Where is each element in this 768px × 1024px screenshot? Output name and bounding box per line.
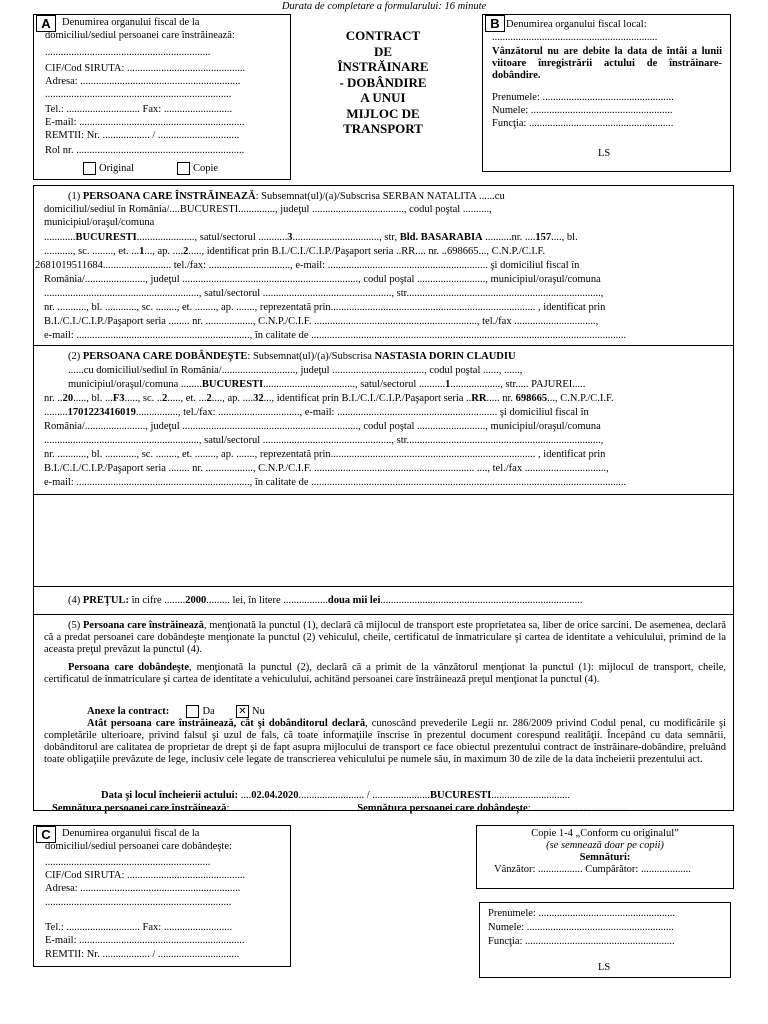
section2-line3: municipiul/oraşul/comuna ........BUCURESTI..................................., satul/sectorul ..........1..................., str..... PAJUREI..... (68, 379, 586, 390)
section1-line2: domiciliul/sediul în România/....BUCURESTI.............., judeţul ..................................., codul poştal .........., (44, 204, 492, 215)
section1-line6: 2681019511684.......................... tel./fax: ..............................., e-mail: ............................................................. şi domiciliul fiscal în (35, 260, 580, 271)
section2-line5: .........1701223416019................, tel./fax: ..............................., e-mail: ............................................................. şi domiciliul fiscal în (44, 407, 589, 418)
box-d-prenume-field[interactable]: Prenumele: .................................................... (488, 908, 675, 919)
section1-line8: ..........................................................., satul/sectorul ................................................., str.........................................................................., (44, 288, 604, 299)
buyer-signature-label: Semnătura persoanei care dobândeşte (357, 803, 528, 814)
section5-buyer-declaration: Persoana care dobândeşte, menţionată la punctul (2), declară că a primit de la vânzătorul menţionat la punctul (1): mijlocul de transport, cheile, certificatul de înmatriculare şi cartea de identitate a vehiculului, achitând persoanei care înstrăinează preţul menţionat la punctul (4). (44, 662, 726, 685)
section1-line9: nr. ..........., bl. ............, sc. ........, et. ........, ap. ......., reprezentată prin.............................................................................. , identificat prin (44, 302, 606, 313)
contract-title: CONTRACT DE ÎNSTRĂINARE - DOBÂNDIRE A UNUI MIJLOC DE TRANSPORT (337, 28, 429, 136)
box-d-ls-stamp: LS (598, 962, 611, 973)
box-b-line1: Denumirea organului fiscal local: (506, 19, 647, 30)
box-d-functia-field[interactable]: Funcţia: ......................................................... (488, 936, 675, 947)
box-b-label: B (485, 15, 505, 32)
original-option[interactable]: Original (83, 162, 134, 175)
box-c-address-field[interactable]: Adresa: ............................................................. (45, 883, 241, 894)
section1-line7: România/......................., judeţul ..................................................................., codul poştal .........................., municipiul/oraşul/comuna (44, 274, 601, 285)
section5-seller-declaration: (5) Persoana care înstrăinează, menţionată la punctul (1), declară că mijlocul de transport este proprietatea sa, liber de orice sarcini. De asemenea, declară că a predat persoanei care dobândeşte menţionate la punctul (2) vehiculul, cheile, certificatul de înmatriculare şi cartea de identitate a vehiculului, primind de la aceasta preţul prevăzut la punctul (4). (44, 620, 726, 655)
contract-date-place: Data şi locul încheierii actului: ....02.04.2020......................... / ......................BUCURESTI.............................. (101, 790, 571, 801)
box-c-line2: domiciliul/sediul persoanei care dobândeşte: (45, 841, 232, 852)
copy-conform-title: Copie 1-4 „Conform cu originalul” (531, 828, 679, 839)
box-a-cif-field[interactable]: CIF/Cod SIRUTA: ............................................. (45, 63, 246, 74)
annex-da-label: Da (202, 705, 215, 717)
copy-conform-note: (se semnează doar pe copii) (546, 840, 664, 851)
section2-line4: nr. ..20....., bl. ...F3....., sc. ..2....., et. ...2...., ap. ....32..., identificat prin B.I./C.I./C.I.P./Paşaport seria ..RR..... nr. 698665..., C.N.P./C.I.F. (44, 393, 614, 404)
box-c-email-field[interactable]: E-mail: ............................................................... (45, 935, 245, 946)
box-c-cif-field[interactable]: CIF/Cod SIRUTA: ............................................. (45, 870, 246, 881)
section1-seller-header: (1) PERSOANA CARE ÎNSTRĂINEAZĂ: Subsemnat(ul)/(a)/Subscrisa SERBAN NATALITA ......cu (68, 191, 505, 202)
box-a-label: A (36, 15, 56, 32)
box-a-address-field[interactable]: Adresa: ............................................................. (45, 76, 241, 87)
box-a-line1: Denumirea organului fiscal de la (62, 17, 200, 28)
box-c-line1: Denumirea organului fiscal de la (62, 828, 200, 839)
section2-line6: România/......................., judeţul ..................................................................., codul poştal .........................., municipiul/oraşul/comuna (44, 421, 601, 432)
box-b-no-debts-note: Vânzătorul nu are debite la data de întâi a lunii viitoare înregistrării actului de înstrăinare-dobândire. (492, 46, 722, 81)
box-c-label: C (36, 826, 56, 843)
box-a-remtii-field[interactable]: REMTII: Nr. .................. / ............................... (45, 130, 240, 141)
box-b-ls-stamp: LS (598, 148, 611, 159)
box-b-functia-field[interactable]: Funcţia: ....................................................... (492, 118, 674, 129)
seller-signature-label: Semnătura persoanei care înstrăinează (52, 803, 227, 814)
annex-nu-label: Nu (251, 705, 265, 717)
box-c-tel-fax-field[interactable]: Tel.: ............................ Fax: .......................... (45, 922, 233, 933)
box-a-rol-field[interactable]: Rol nr. ................................................................ (45, 145, 245, 156)
copy-seller-signature-field[interactable]: Vânzător: ................. (494, 864, 586, 875)
seller-signature-field[interactable]: : .................................. (226, 803, 322, 814)
box-c-dots2: ....................................................................... (45, 897, 232, 908)
box-b-numele-field[interactable]: Numele: ...................................................... (492, 105, 673, 116)
section1-line3: municipiul/oraşul/comuna (44, 217, 155, 228)
copie-option[interactable]: Copie (177, 162, 218, 175)
section1-line5: ..........., sc. ........, et. ...1..., ap. ....2....., identificat prin B.I./C.I./C.I.P./Paşaport seria ..RR.... nr. ..698665..., C.N.P./C.I.F. (44, 246, 546, 257)
section-divider-2-3 (33, 494, 734, 495)
original-checkbox[interactable] (83, 162, 96, 175)
copie-checkbox[interactable] (177, 162, 190, 175)
section-divider-1-2 (33, 345, 734, 346)
box-d-numele-field[interactable]: Numele: ........................................................ (488, 922, 674, 933)
box-c-remtii-field[interactable]: REMTII: Nr. .................. / ............................... (45, 949, 240, 960)
section2-line8: nr. ..........., bl. ............, sc. ........, et. ........, ap. ......., reprezentată prin.............................................................................. , identificat prin (44, 449, 606, 460)
section2-line2: ......cu domiciliul/sediul în România/............................, judeţul ..................................., codul poştal ......, ......, (68, 365, 523, 376)
section2-buyer-header: (2) PERSOANA CARE DOBÂNDEŞTE: Subsemnat(ul)/(a)/Subscrisa NASTASIA DORIN CLAUDIU (68, 351, 516, 362)
box-b-dots: ............................................................... (492, 32, 658, 43)
box-b-prenume-field[interactable]: Prenumele: .................................................. (492, 92, 674, 103)
section-divider-3-4 (33, 586, 734, 587)
section1-line11: e-mail: .................................................................., în calitate de ........................................................................................................................ (44, 330, 627, 341)
buyer-signature-field[interactable]: : .................................... (527, 803, 628, 814)
section2-line7: ..........................................................., satul/sectorul ................................................., str.........................................................................., (44, 435, 604, 446)
section1-line10: B.I./C.I./C.I.P./Paşaport seria ........ nr. .................., C.N.P./C.I.F. .............................................................., tel./fax ..............................., (44, 316, 599, 327)
section2-line9: B.I./C.I./C.I.P./Paşaport seria ........ nr. .................., C.N.P./C.I.F. ............................................................. ...., tel./fax ..............................., (44, 463, 609, 474)
copy-signatures-label: Semnături: (579, 852, 631, 863)
box-a-email-field[interactable]: E-mail: ............................................................... (45, 117, 245, 128)
annex-nu-checkbox-checked[interactable]: ✕ (236, 705, 249, 718)
section4-price: (4) PREŢUL: în cifre ........2000......... lei, în litere .................doua mii lei............................................................................. (68, 595, 583, 606)
copy-signature-fields (494, 864, 691, 876)
form-duration-note: Durata de completare a formularului: 16 minute (281, 1, 487, 12)
box-c-dots1: ............................................................... (45, 857, 211, 868)
section2-line10: e-mail: .................................................................., în calitate de ........................................................................................................................ (44, 477, 627, 488)
box-a-line2: domiciliul/sediul persoanei care înstrăinează: (45, 30, 235, 41)
box-a-dots1: ............................................................... (45, 47, 211, 58)
box-a-tel-fax-field[interactable]: Tel.: ............................ Fax: .......................... (45, 104, 233, 115)
box-a-dots2: ....................................................................... (45, 89, 232, 100)
annex-label: Anexe la contract: (87, 705, 170, 717)
copy-buyer-signature-field[interactable]: Cumpărător: ................... (585, 864, 691, 875)
signatures-row (52, 803, 628, 815)
section5-joint-declaration: Atât persoana care înstrăinează, cât şi dobânditorul declară, cunoscând prevederile Legii nr. 286/2009 privind Codul penal, cu modificările şi completările ulterioare, privind falsul şi uzul de fals, că toate informaţiile înscrise în prezentul document corespund realităţii. Începând cu data semnării, dobânditorul are calitatea de proprietar de drept şi de fapt asupra mijlocului de transport ce face obiectul prezentului contract de înstrăinare-dobândire, preluând toate obligaţiile prevăzute de lege, inclusiv cele legate de transcrierea vehiculului pe numele său, în maximum 30 de zile de la data încheierii prezentului act. (44, 718, 726, 765)
section-divider-4-5 (33, 614, 734, 615)
annex-da-checkbox[interactable] (186, 705, 199, 718)
annex-row (87, 705, 265, 718)
section1-line4: ............BUCURESTI......................, satul/sectorul ...........3................................., str, Bld. BASARABIA ..........nr. ....157...., bl. (44, 232, 578, 243)
